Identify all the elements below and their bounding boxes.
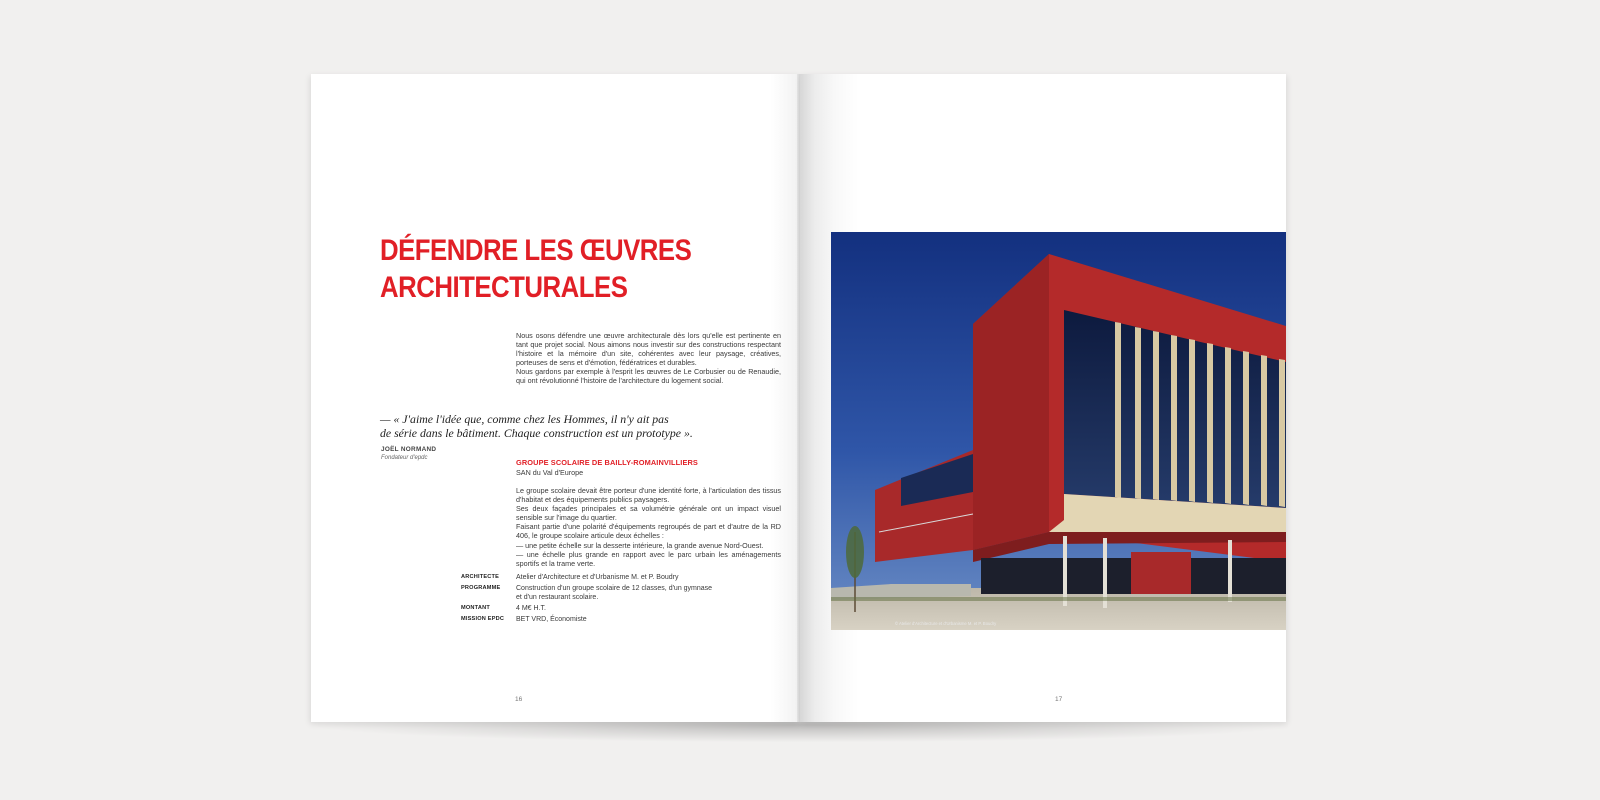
intro-text (516, 331, 781, 386)
intro-paragraph-1: Nous osons défendre une œuvre architecturale dès lors qu'elle est pertinente en tant que projet social. Nous aimons nous investir sur des constructions respectant l'histoire et la mémoire d'un site, cohérentes avec leur paysage, créatives, porteuses de sens et d'émotion, fédératrices et durables. (516, 331, 781, 368)
title-line-2: ARCHITECTURALES (380, 271, 628, 304)
spec-label: ARCHITECTE (461, 574, 500, 580)
project-description (516, 486, 781, 568)
photo-credit: © Atelier d'Architecture et d'Urbanisme M. et P. Boudry (895, 621, 997, 626)
description-paragraph-1: Le groupe scolaire devait être porteur d'une identité forte, à l'articulation des tissus d'habitat et des équipements publics paysagers. (516, 486, 781, 505)
project-client: SAN du Val d'Europe (516, 468, 584, 477)
building-illustration (831, 232, 1286, 630)
left-page (311, 74, 800, 722)
page-number-right: 17 (1055, 696, 1063, 703)
description-paragraph-3: Faisant partie d'une polarité d'équipements regroupés de part et d'autre de la RD 406, le groupe scolaire articule deux échelles : (516, 522, 781, 541)
page-number-left: 16 (515, 696, 523, 703)
right-page (800, 74, 1286, 722)
ground-floor-red-block (1131, 552, 1191, 594)
spec-value: 4 M€ H.T. (516, 605, 546, 612)
quote-author-role: Fondateur d'epdc (381, 455, 428, 461)
intro-paragraph-2: Nous gardons par exemple à l'esprit les œuvres de Le Corbusier ou de Renaudie, qui ont révolutionné l'histoire de l'architecture du logement social. (516, 367, 781, 386)
quote-author: JOËL NORMAND (381, 446, 437, 453)
spec-value: Atelier d'Architecture et d'Urbanisme M. et P. Boudry (516, 574, 679, 581)
description-paragraph-2: Ses deux façades principales et sa volumétrie générale ont un impact visuel sensible sur l'image du quartier. (516, 504, 781, 523)
quote-line-2: de série dans le bâtiment. Chaque construction est un prototype ». (380, 426, 693, 440)
spec-label: MISSION EPDC (461, 616, 505, 622)
spec-value: Construction d'un groupe scolaire de 12 classes, d'un gymnase (516, 585, 713, 592)
spec-label: PROGRAMME (461, 585, 501, 591)
description-paragraph-4: — une petite échelle sur la desserte intérieure, la grande avenue Nord-Ouest. (516, 540, 764, 550)
grass-strip (831, 597, 1286, 601)
quote-line-1: — « J'aime l'idée que, comme chez les Hommes, il n'y ait pas (380, 412, 669, 426)
spec-value-continued: et d'un restaurant scolaire. (516, 594, 599, 601)
project-title: GROUPE SCOLAIRE DE BAILLY-ROMAINVILLIERS (516, 458, 698, 467)
spec-value: BET VRD, Économiste (516, 616, 587, 623)
building-photo (831, 232, 1286, 630)
pull-quote (380, 412, 760, 440)
page-title (380, 232, 691, 306)
title-line-1: DÉFENDRE LES ŒUVRES (380, 234, 692, 267)
spec-label: MONTANT (461, 605, 490, 611)
description-paragraph-5: — une échelle plus grande en rapport avec le parc urbain les aménagements sportifs et la trame verte. (516, 549, 781, 568)
